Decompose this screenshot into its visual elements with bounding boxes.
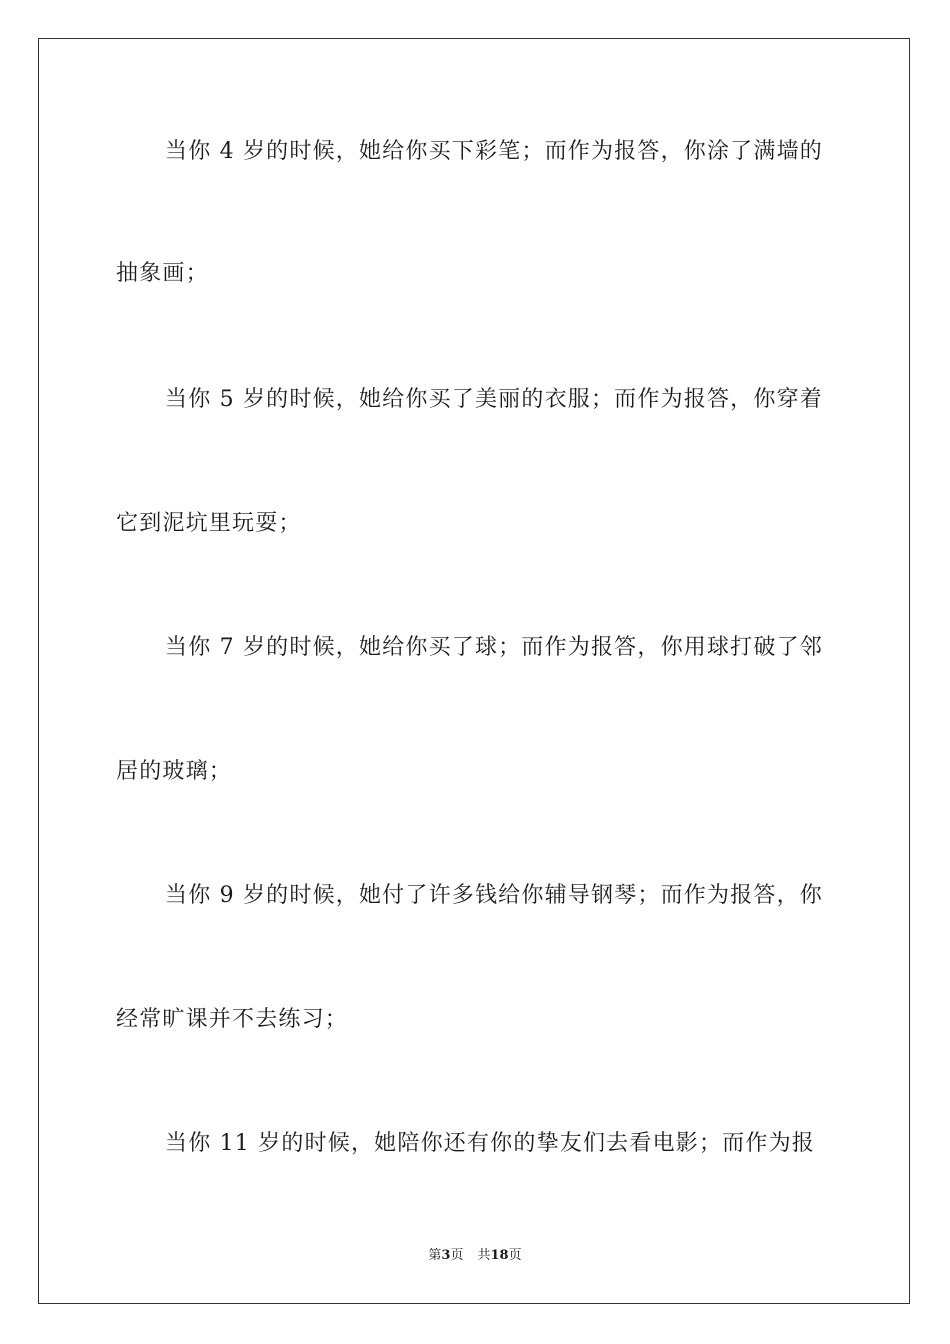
paragraph-line-1: 当你 4 岁的时候，她给你买下彩笔；而作为报答，你涂了满墙的 (165, 139, 823, 164)
page-border (38, 38, 910, 1304)
total-pages: 18 (490, 1248, 509, 1263)
paragraph-line-9: 当你 11 岁的时候，她陪你还有你的挚友们去看电影；而作为报 (165, 1131, 815, 1156)
paragraph-line-2: 抽象画； (116, 261, 209, 286)
paragraph-line-6: 居的玻璃； (116, 759, 233, 784)
paragraph-line-3: 当你 5 岁的时候，她给你买了美丽的衣服；而作为报答，你穿着 (165, 387, 823, 412)
page-suffix: 页 (450, 1248, 464, 1263)
paragraph-line-5: 当你 7 岁的时候，她给你买了球；而作为报答，你用球打破了邻 (165, 635, 823, 660)
total-prefix: 共 (477, 1248, 491, 1263)
page-footer (0, 1247, 950, 1265)
paragraph-line-4: 它到泥坑里玩耍； (116, 511, 302, 536)
paragraph-line-8: 经常旷课并不去练习； (116, 1007, 349, 1032)
page-number: 3 (441, 1248, 451, 1263)
paragraph-line-7: 当你 9 岁的时候，她付了许多钱给你辅导钢琴；而作为报答，你 (165, 883, 823, 908)
total-suffix: 页 (508, 1248, 522, 1263)
page-prefix: 第 (428, 1248, 442, 1263)
